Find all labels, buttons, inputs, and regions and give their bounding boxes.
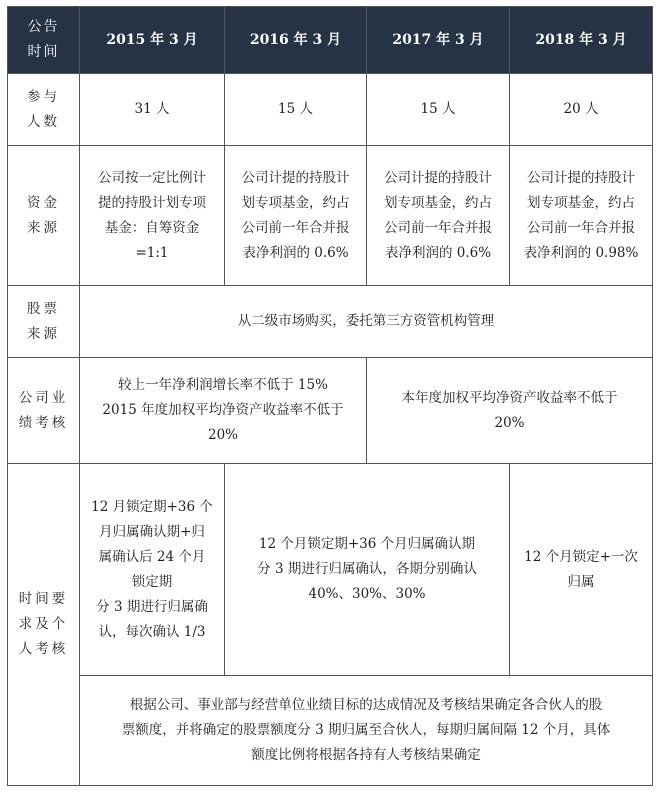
timing-2018 xyxy=(510,464,653,676)
text-line: 划专项基金，约占 xyxy=(527,194,635,211)
text-line: 划专项基金，约占 xyxy=(384,194,492,211)
text-line: 12 个月锁定期+36 个月归属确认期 xyxy=(258,536,476,552)
text-line: 20% xyxy=(207,427,238,443)
text-line: 基金：自筹资金 xyxy=(104,219,200,236)
text-line: 公司计提的持股计 xyxy=(384,169,492,186)
performance-row xyxy=(8,358,653,464)
text-line: 2015 年度加权平均净资产收益率不低于 xyxy=(102,402,344,418)
text-line: 根据公司、事业部与经营单位业绩目标的达成情况及考核结果确定各合伙人的股 xyxy=(129,697,603,713)
participants-2015: 31 人 xyxy=(80,74,225,146)
performance-label xyxy=(8,358,80,464)
text-line: 表净利润的 0.6% xyxy=(384,244,492,261)
text-line: 划专项基金，约占 xyxy=(241,194,350,211)
performance-2015 xyxy=(80,358,367,464)
text-line: 12 月锁定期+36 个 xyxy=(91,498,213,515)
text-line: 公司前一年合并报 xyxy=(384,219,492,236)
text-line: 公司前一年合并报 xyxy=(241,219,350,236)
text-line: 票额度，并将确定的股票额度分 3 期归属至合伙人，每期归属间隔 12 个月，具体 xyxy=(121,722,611,738)
performance-2016-2018 xyxy=(367,358,653,464)
text-line: 属确认后 24 个月 xyxy=(98,548,206,565)
participants-2016: 15 人 xyxy=(225,74,367,146)
label-line: 来源 xyxy=(27,219,60,236)
text-line: 额度比例将根据各持有人考核结果确定 xyxy=(251,747,481,763)
funding-2015 xyxy=(80,146,225,286)
participants-2017: 15 人 xyxy=(367,74,510,146)
label-line: 绩考核 xyxy=(18,414,69,431)
funding-row xyxy=(8,146,653,286)
label-line: 来源 xyxy=(27,325,60,342)
label-line: 股票 xyxy=(27,300,60,317)
label-line: 求及个 xyxy=(18,616,69,632)
text-line: 公司计提的持股计 xyxy=(527,169,635,186)
funding-2017 xyxy=(367,146,510,286)
timing-label xyxy=(8,464,80,786)
funding-label xyxy=(8,146,80,286)
text-line: 公司前一年合并报 xyxy=(527,219,635,236)
participants-label xyxy=(8,74,80,146)
header-row xyxy=(8,7,653,74)
stock-source-row xyxy=(8,286,653,358)
corner-line: 公告 xyxy=(27,19,60,35)
text-line: 公司按一定比例计 xyxy=(98,169,206,186)
funding-2016 xyxy=(225,146,367,286)
funding-2018 xyxy=(510,146,653,286)
text-line: 分 3 期进行归属确 xyxy=(96,598,208,615)
label-line: 参与 xyxy=(27,88,60,105)
text-line: 提的持股计划专项 xyxy=(98,194,206,211)
timing-2016-2017 xyxy=(225,464,510,676)
participants-row xyxy=(8,74,653,146)
participants-2018: 20 人 xyxy=(510,74,653,146)
text-line: 表净利润的 0.6% xyxy=(242,244,349,261)
label-line: 时间要 xyxy=(18,591,69,607)
equity-plan-table xyxy=(7,6,653,786)
timing-bottom-row xyxy=(8,676,653,786)
timing-bottom-text xyxy=(80,676,653,786)
text-line: 12 个月锁定+一次 xyxy=(524,548,638,565)
text-line: 本年度加权平均净资产收益率不低于 xyxy=(401,389,618,406)
text-line: 公司计提的持股计 xyxy=(241,169,350,186)
date-2015: 2015 年 3 月 xyxy=(80,7,225,74)
text-line: 认，每次确认 1/3 xyxy=(98,623,206,640)
date-2017: 2017 年 3 月 xyxy=(367,7,510,74)
stock-source-text: 从二级市场购买，委托第三方资管机构管理 xyxy=(80,286,653,358)
label-line: 人数 xyxy=(27,113,60,130)
text-line: 分 3 期进行归属确认，各期分别确认 xyxy=(257,561,477,577)
text-line: 月归属确认期+归 xyxy=(99,523,205,540)
text-line: 20% xyxy=(494,414,525,431)
text-line: =1:1 xyxy=(135,244,169,261)
text-line: 归属 xyxy=(567,573,595,590)
text-line: 40%、30%、30% xyxy=(308,586,426,602)
timing-row xyxy=(8,464,653,676)
text-line: 锁定期 xyxy=(131,573,173,590)
date-2018: 2018 年 3 月 xyxy=(510,7,653,74)
text-line: 较上一年净利润增长率不低于 15% xyxy=(118,377,328,393)
label-line: 公司业 xyxy=(18,389,69,406)
header-corner xyxy=(8,7,80,74)
text-line: 表净利润的 0.98% xyxy=(523,244,639,261)
timing-2015 xyxy=(80,464,225,676)
corner-line: 时间 xyxy=(27,44,60,60)
label-line: 人考核 xyxy=(18,641,69,657)
stock-source-label xyxy=(8,286,80,358)
label-line: 资金 xyxy=(27,194,60,211)
date-2016: 2016 年 3 月 xyxy=(225,7,367,74)
